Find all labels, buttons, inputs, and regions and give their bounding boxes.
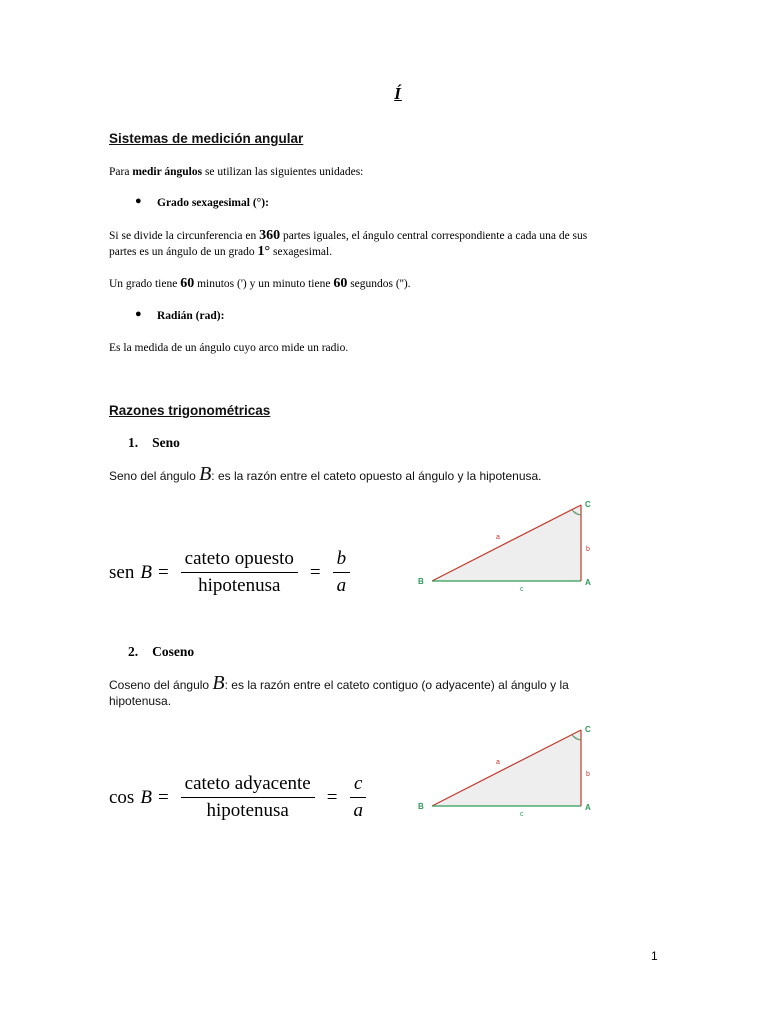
formula-function: cos — [109, 786, 135, 808]
list-label: Coseno — [152, 644, 195, 659]
vertex-label-c: C — [585, 500, 591, 509]
seno-def-pre: Seno del ángulo — [109, 469, 200, 483]
coseno-def-pre: Coseno del ángulo — [109, 678, 213, 692]
grado-text-d: sexagesimal. — [270, 246, 333, 258]
formula-variable: B — [140, 561, 152, 583]
fraction-numerator: cateto adyacente — [181, 773, 315, 798]
list-item-coseno — [128, 643, 194, 661]
grado2-text-b: minutos (') y un minuto tiene — [194, 278, 334, 290]
ratio-denominator: a — [353, 800, 363, 821]
bullet-dot-icon: ● — [135, 308, 142, 320]
ratio-numerator: c — [350, 773, 366, 798]
bullet-grado-label: Grado sexagesimal (°): — [157, 197, 269, 209]
seno-def-var: B — [199, 463, 212, 485]
side-label-c: c — [520, 586, 524, 593]
coseno-def-post: : es la razón entre el cateto contiguo (o adyacente) al ángulo y la — [224, 678, 569, 692]
vertex-label-a: A — [585, 803, 591, 812]
coseno-def-post2: hipotenusa. — [109, 694, 172, 708]
side-label-a: a — [496, 534, 500, 541]
side-label-b: b — [586, 546, 590, 553]
seno-definition — [109, 463, 542, 485]
radian-paragraph: Es la medida de un ángulo cuyo arco mide un radio. — [109, 342, 349, 354]
grado-number-360: 360 — [259, 228, 281, 243]
vertex-label-b: B — [418, 577, 424, 586]
coseno-definition — [109, 672, 658, 709]
formula-equals: = — [326, 786, 338, 808]
right-triangle-diagram-coseno — [410, 722, 600, 822]
seno-formula — [109, 548, 356, 597]
grado2-number-60a: 60 — [180, 276, 195, 291]
formula-fraction — [181, 548, 298, 597]
grado-paragraph-1 — [109, 228, 658, 260]
fraction-denominator: hipotenusa — [206, 800, 289, 821]
formula-equals: = — [309, 561, 321, 583]
vertex-label-a: A — [585, 578, 591, 587]
intro-text-bold: medir ángulos — [132, 166, 203, 178]
grado-text-a: Si se divide la circunferencia en — [109, 230, 260, 242]
right-triangle-diagram-seno — [410, 497, 600, 597]
ratio-numerator: b — [333, 548, 351, 573]
grado-paragraph-2 — [109, 276, 411, 292]
bullet-grado-sexagesimal — [135, 195, 269, 209]
grado-one-degree: 1° — [257, 244, 271, 259]
list-number: 2. — [128, 644, 139, 659]
formula-variable: B — [140, 786, 152, 808]
ratio-denominator: a — [336, 575, 347, 596]
section-heading-razones: Razones trigonométricas — [109, 403, 271, 418]
grado2-number-60b: 60 — [333, 276, 348, 291]
page-number: 1 — [651, 949, 658, 963]
section-heading-sistemas: Sistemas de medición angular — [109, 131, 304, 146]
formula-equals: = — [157, 561, 169, 583]
fraction-numerator: cateto opuesto — [181, 548, 298, 573]
intro-text-pre: Para — [109, 166, 133, 178]
intro-paragraph — [109, 164, 363, 180]
formula-ratio — [333, 548, 351, 597]
seno-def-post: : es la razón entre el cateto opuesto al ángulo y la hipotenusa. — [211, 469, 542, 483]
formula-ratio — [349, 773, 367, 822]
list-item-seno — [128, 434, 180, 452]
intro-text-post: se utilizan las siguientes unidades: — [202, 166, 364, 178]
bullet-radian — [135, 308, 225, 322]
document-title — [0, 84, 768, 104]
coseno-formula — [109, 773, 373, 822]
list-number: 1. — [128, 435, 139, 450]
fraction-denominator: hipotenusa — [198, 575, 281, 596]
bullet-radian-label: Radián (rad): — [157, 310, 225, 322]
formula-fraction — [181, 773, 315, 822]
bullet-dot-icon: ● — [135, 195, 142, 207]
grado-text-c: partes es un ángulo de un grado — [109, 246, 258, 258]
grado2-text-c: segundos (''). — [347, 278, 411, 290]
formula-function: sen — [109, 561, 135, 583]
formula-equals: = — [157, 786, 169, 808]
vertex-label-c: C — [585, 725, 591, 734]
list-label: Seno — [152, 435, 180, 450]
side-label-b: b — [586, 771, 590, 778]
side-label-a: a — [496, 759, 500, 766]
side-label-c: c — [520, 811, 524, 818]
title-part-2: Í — [394, 84, 402, 103]
coseno-def-var: B — [212, 672, 225, 694]
vertex-label-b: B — [418, 802, 424, 811]
grado2-text-a: Un grado tiene — [109, 278, 181, 290]
grado-text-b: partes iguales, el ángulo central correspondiente a cada una de sus — [280, 230, 588, 242]
